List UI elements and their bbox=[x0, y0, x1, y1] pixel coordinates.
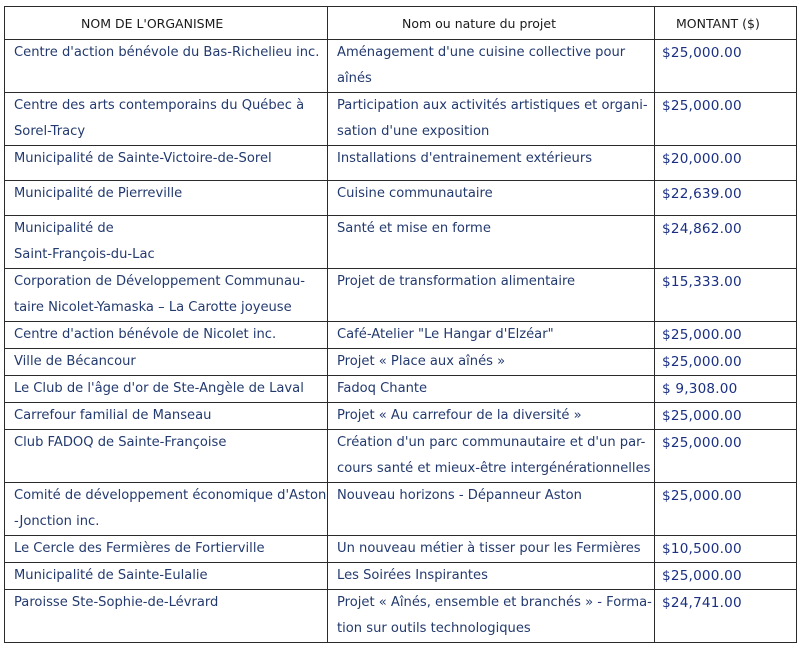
projet-text-line: Installations d'entrainement extérieurs bbox=[337, 151, 593, 166]
cell-montant: $25,000.00 bbox=[655, 322, 797, 349]
header-montant: MONTANT ($) bbox=[655, 7, 797, 40]
cell-montant: $25,000.00 bbox=[655, 349, 797, 376]
cell-organisme bbox=[5, 146, 328, 181]
cell-projet bbox=[328, 146, 655, 181]
cell-projet bbox=[328, 181, 655, 216]
table-row bbox=[5, 93, 797, 146]
table-header-row bbox=[5, 7, 797, 40]
projet-text-line: sation d'une exposition bbox=[337, 124, 490, 139]
organisme-text-line: Paroisse Ste-Sophie-de-Lévrard bbox=[14, 595, 219, 610]
cell-montant: $25,000.00 bbox=[655, 563, 797, 590]
table-row bbox=[5, 269, 797, 322]
cell-montant: $25,000.00 bbox=[655, 483, 797, 536]
projet-text-line: Un nouveau métier à tisser pour les Fermières bbox=[337, 541, 641, 556]
organisme-text-line: Carrefour familial de Manseau bbox=[14, 408, 212, 423]
organisme-text-line: Comité de développement économique d'Aston bbox=[14, 488, 327, 503]
cell-organisme bbox=[5, 430, 328, 483]
cell-projet bbox=[328, 483, 655, 536]
table-row bbox=[5, 376, 797, 403]
organisme-text-line: Sorel-Tracy bbox=[14, 124, 86, 139]
table-row bbox=[5, 483, 797, 536]
cell-organisme bbox=[5, 216, 328, 269]
organisme-text-line: Municipalité de Pierreville bbox=[14, 186, 183, 201]
cell-montant: $15,333.00 bbox=[655, 269, 797, 322]
table-row bbox=[5, 430, 797, 483]
table-row bbox=[5, 536, 797, 563]
cell-montant: $20,000.00 bbox=[655, 146, 797, 181]
cell-projet bbox=[328, 536, 655, 563]
projet-text-line: Les Soirées Inspirantes bbox=[337, 568, 488, 583]
projet-text-line: Création d'un parc communautaire et d'un par- bbox=[337, 435, 646, 450]
cell-montant: $24,862.00 bbox=[655, 216, 797, 269]
organisme-text-line: Club FADOQ de Sainte-Françoise bbox=[14, 435, 227, 450]
cell-montant: $25,000.00 bbox=[655, 93, 797, 146]
cell-projet bbox=[328, 563, 655, 590]
cell-montant: $25,000.00 bbox=[655, 40, 797, 93]
organisme-text-line: Municipalité de bbox=[14, 221, 114, 236]
projet-text-line: Café-Atelier "Le Hangar d'Elzéar" bbox=[337, 327, 554, 342]
projet-text-line: tion sur outils technologiques bbox=[337, 621, 531, 636]
projet-text-line: Nouveau horizons - Dépanneur Aston bbox=[337, 488, 582, 503]
cell-projet bbox=[328, 216, 655, 269]
cell-projet bbox=[328, 349, 655, 376]
table-row bbox=[5, 322, 797, 349]
table-body bbox=[5, 40, 797, 643]
projet-text-line: Projet « Aînés, ensemble et branchés » - Forma- bbox=[337, 595, 652, 610]
cell-projet bbox=[328, 430, 655, 483]
organisme-text-line: Municipalité de Sainte-Eulalie bbox=[14, 568, 208, 583]
cell-organisme bbox=[5, 181, 328, 216]
cell-organisme bbox=[5, 40, 328, 93]
cell-organisme bbox=[5, 403, 328, 430]
cell-organisme bbox=[5, 322, 328, 349]
cell-organisme bbox=[5, 483, 328, 536]
organisme-text-line: taire Nicolet-Yamaska – La Carotte joyeuse bbox=[14, 300, 292, 315]
cell-organisme bbox=[5, 536, 328, 563]
cell-organisme bbox=[5, 563, 328, 590]
cell-montant: $10,500.00 bbox=[655, 536, 797, 563]
organisme-text-line: Le Cercle des Fermières de Fortierville bbox=[14, 541, 265, 556]
cell-projet bbox=[328, 93, 655, 146]
organisme-text-line: Le Club de l'âge d'or de Ste-Angèle de Laval bbox=[14, 381, 304, 396]
header-projet: Nom ou nature du projet bbox=[328, 7, 655, 40]
cell-projet bbox=[328, 590, 655, 643]
cell-projet bbox=[328, 376, 655, 403]
projet-text-line: Participation aux activités artistiques et organi- bbox=[337, 98, 648, 113]
cell-organisme bbox=[5, 93, 328, 146]
projet-text-line: Projet de transformation alimentaire bbox=[337, 274, 576, 289]
header-organisme: NOM DE L'ORGANISME bbox=[5, 7, 328, 40]
cell-montant: $24,741.00 bbox=[655, 590, 797, 643]
projet-text-line: Santé et mise en forme bbox=[337, 221, 491, 236]
organisme-text-line: Corporation de Développement Communau- bbox=[14, 274, 306, 289]
organisme-text-line: Municipalité de Sainte-Victoire-de-Sorel bbox=[14, 151, 272, 166]
organisme-text-line: Centre des arts contemporains du Québec à bbox=[14, 98, 305, 113]
table-row bbox=[5, 590, 797, 643]
cell-organisme bbox=[5, 349, 328, 376]
cell-projet bbox=[328, 40, 655, 93]
organisme-text-line: Ville de Bécancour bbox=[14, 354, 136, 369]
organisme-text-line: Saint-François-du-Lac bbox=[14, 247, 155, 262]
table-row bbox=[5, 181, 797, 216]
cell-montant: $25,000.00 bbox=[655, 430, 797, 483]
projet-text-line: cours santé et mieux-être intergénérationnelles bbox=[337, 461, 651, 476]
projet-text-line: aînés bbox=[337, 71, 372, 86]
cell-projet bbox=[328, 269, 655, 322]
cell-organisme bbox=[5, 269, 328, 322]
organisme-text-line: -Jonction inc. bbox=[14, 514, 100, 529]
projet-text-line: Projet « Au carrefour de la diversité » bbox=[337, 408, 582, 423]
cell-projet bbox=[328, 322, 655, 349]
cell-montant: $22,639.00 bbox=[655, 181, 797, 216]
projet-text-line: Cuisine communautaire bbox=[337, 186, 493, 201]
cell-organisme bbox=[5, 376, 328, 403]
cell-montant: $ 9,308.00 bbox=[655, 376, 797, 403]
organisme-text-line: Centre d'action bénévole du Bas-Richelieu inc. bbox=[14, 45, 320, 60]
cell-organisme bbox=[5, 590, 328, 643]
table-row bbox=[5, 216, 797, 269]
projet-text-line: Aménagement d'une cuisine collective pour bbox=[337, 45, 626, 60]
table-row bbox=[5, 40, 797, 93]
table-row bbox=[5, 563, 797, 590]
cell-montant: $25,000.00 bbox=[655, 403, 797, 430]
cell-projet bbox=[328, 403, 655, 430]
funding-table bbox=[4, 6, 797, 643]
organisme-text-line: Centre d'action bénévole de Nicolet inc. bbox=[14, 327, 277, 342]
table-row bbox=[5, 349, 797, 376]
projet-text-line: Fadoq Chante bbox=[337, 381, 428, 396]
table-row bbox=[5, 146, 797, 181]
table-row bbox=[5, 403, 797, 430]
projet-text-line: Projet « Place aux aînés » bbox=[337, 354, 506, 369]
